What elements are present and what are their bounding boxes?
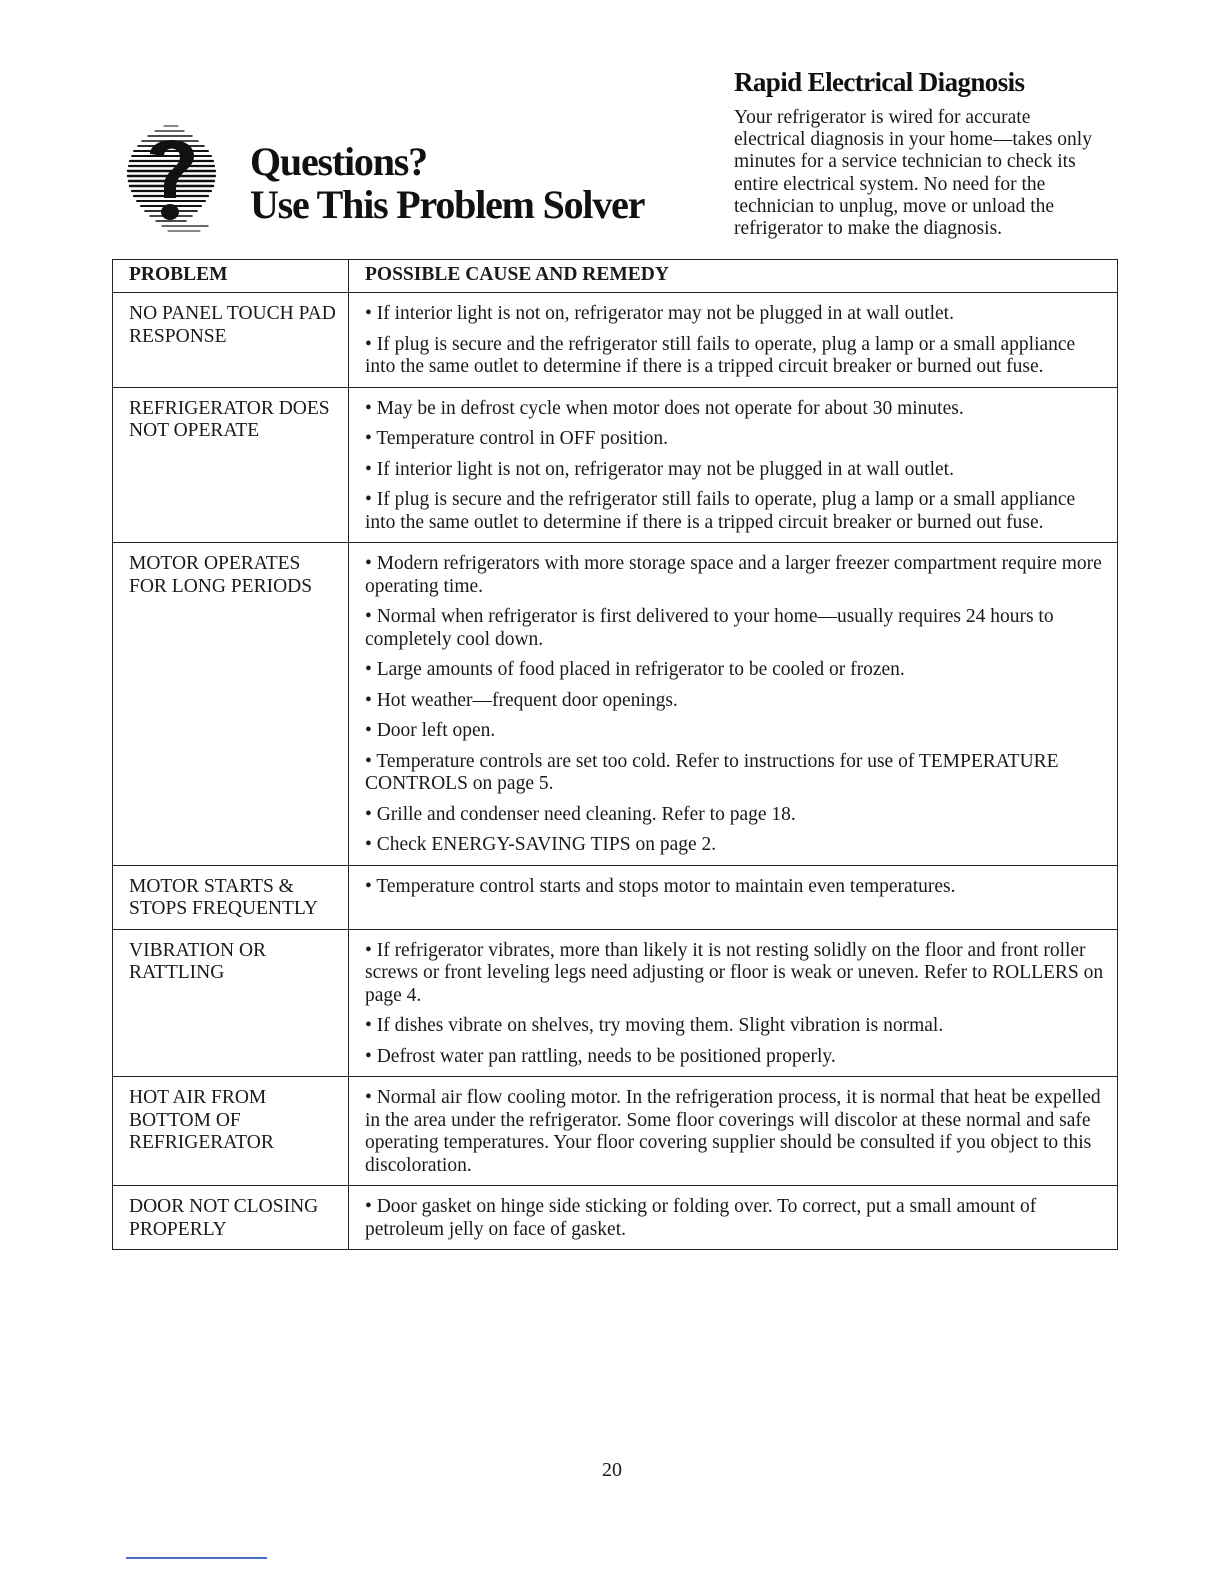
table-row	[113, 387, 1118, 543]
rapid-diagnosis-section	[734, 66, 1104, 240]
column-header-problem: PROBLEM	[113, 260, 349, 293]
remedy-item: • Hot weather—frequent door openings.	[365, 689, 678, 711]
problem-cell: MOTOR STARTS & STOPS FREQUENTLY	[113, 865, 349, 929]
remedy-cell	[349, 865, 1118, 929]
remedy-item: • If refrigerator vibrates, more than likely it is not resting solidly on the floor and front roller screws or front leveling legs need adjusting or floor is weak or uneven. Refer to ROLLERS on page 4.	[365, 939, 1104, 1006]
remedy-cell	[349, 929, 1118, 1077]
remedy-item: • Normal air flow cooling motor. In the refrigeration process, it is normal that heat be expelled in the area under the refrigerator. Some floor coverings will discolor at these normal and safe operating temperatures. Your floor covering supplier should be consulted if you object to this discoloration.	[365, 1087, 1101, 1176]
remedy-item: • Door left open.	[365, 720, 496, 741]
remedy-item: • Modern refrigerators with more storage space and a larger freezer compartment require more operating time.	[365, 553, 1102, 597]
footer-rule	[126, 1557, 267, 1559]
remedy-item: • Temperature control in OFF position.	[365, 428, 668, 449]
page-number: 20	[602, 1459, 622, 1481]
rapid-diagnosis-heading: Rapid Electrical Diagnosis	[734, 67, 1025, 97]
table-row	[113, 1077, 1118, 1186]
title-line-1: Questions?	[250, 139, 427, 184]
problem-cell: MOTOR OPERATES FOR LONG PERIODS	[113, 543, 349, 866]
remedy-cell	[349, 387, 1118, 543]
table-row	[113, 865, 1118, 929]
remedy-cell	[349, 293, 1118, 388]
column-header-cause: POSSIBLE CAUSE AND REMEDY	[349, 260, 1118, 293]
table-row	[113, 929, 1118, 1077]
remedy-item: • Temperature controls are set too cold. Refer to instructions for use of TEMPERATURE CONTROLS on page 5.	[365, 750, 1059, 794]
remedy-item: • Normal when refrigerator is first delivered to your home—usually requires 24 hours to completely cool down.	[365, 606, 1054, 650]
table-row	[113, 1186, 1118, 1250]
page-title	[250, 140, 644, 226]
remedy-item: • Large amounts of food placed in refrigerator to be cooled or frozen.	[365, 659, 905, 680]
table-row	[113, 293, 1118, 388]
table-header-row	[113, 260, 1118, 293]
remedy-cell	[349, 1077, 1118, 1186]
problem-cell: DOOR NOT CLOSING PROPERLY	[113, 1186, 349, 1250]
remedy-item: • If dishes vibrate on shelves, try moving them. Slight vibration is normal.	[365, 1015, 944, 1036]
remedy-item: • If interior light is not on, refrigerator may not be plugged in at wall outlet.	[365, 303, 954, 324]
remedy-item: • Door gasket on hinge side sticking or folding over. To correct, put a small amount of petroleum jelly on face of gasket.	[365, 1196, 1037, 1240]
problem-solver-table	[112, 259, 1118, 1250]
table-row	[113, 543, 1118, 866]
remedy-item: • May be in defrost cycle when motor does not operate for about 30 minutes.	[365, 397, 964, 419]
problem-cell: REFRIGERATOR DOES NOT OPERATE	[113, 387, 349, 543]
problem-cell: HOT AIR FROM BOTTOM OF REFRIGERATOR	[113, 1077, 349, 1186]
remedy-item: • Defrost water pan rattling, needs to be positioned properly.	[365, 1045, 836, 1067]
problem-cell: NO PANEL TOUCH PAD RESPONSE	[113, 293, 349, 388]
question-mark-icon	[112, 118, 234, 248]
remedy-item: • If interior light is not on, refrigerator may not be plugged in at wall outlet.	[365, 458, 954, 480]
remedy-item: • Grille and condenser need cleaning. Refer to page 18.	[365, 803, 796, 825]
remedy-cell	[349, 1186, 1118, 1250]
title-line-2: Use This Problem Solver	[250, 182, 645, 227]
rapid-diagnosis-text: Your refrigerator is wired for accurate electrical diagnosis in your home—takes only minutes for a service technician to check its entire electrical system. No need for the technician to unplug, move or unload the refrigerator to make the diagnosis.	[734, 107, 1092, 240]
table-body	[113, 293, 1118, 1250]
remedy-item: • If plug is secure and the refrigerator still fails to operate, plug a lamp or a small appliance into the same outlet to determine if there is a tripped circuit breaker or burned out fuse.	[365, 489, 1076, 533]
remedy-item: • Temperature control starts and stops motor to maintain even temperatures.	[365, 875, 956, 897]
remedy-item: • Check ENERGY-SAVING TIPS on page 2.	[365, 834, 717, 855]
remedy-item: • If plug is secure and the refrigerator still fails to operate, plug a lamp or a small appliance into the same outlet to determine if there is a tripped circuit breaker or burned out fuse.	[365, 333, 1076, 377]
problem-cell: VIBRATION OR RATTLING	[113, 929, 349, 1077]
remedy-cell	[349, 543, 1118, 866]
